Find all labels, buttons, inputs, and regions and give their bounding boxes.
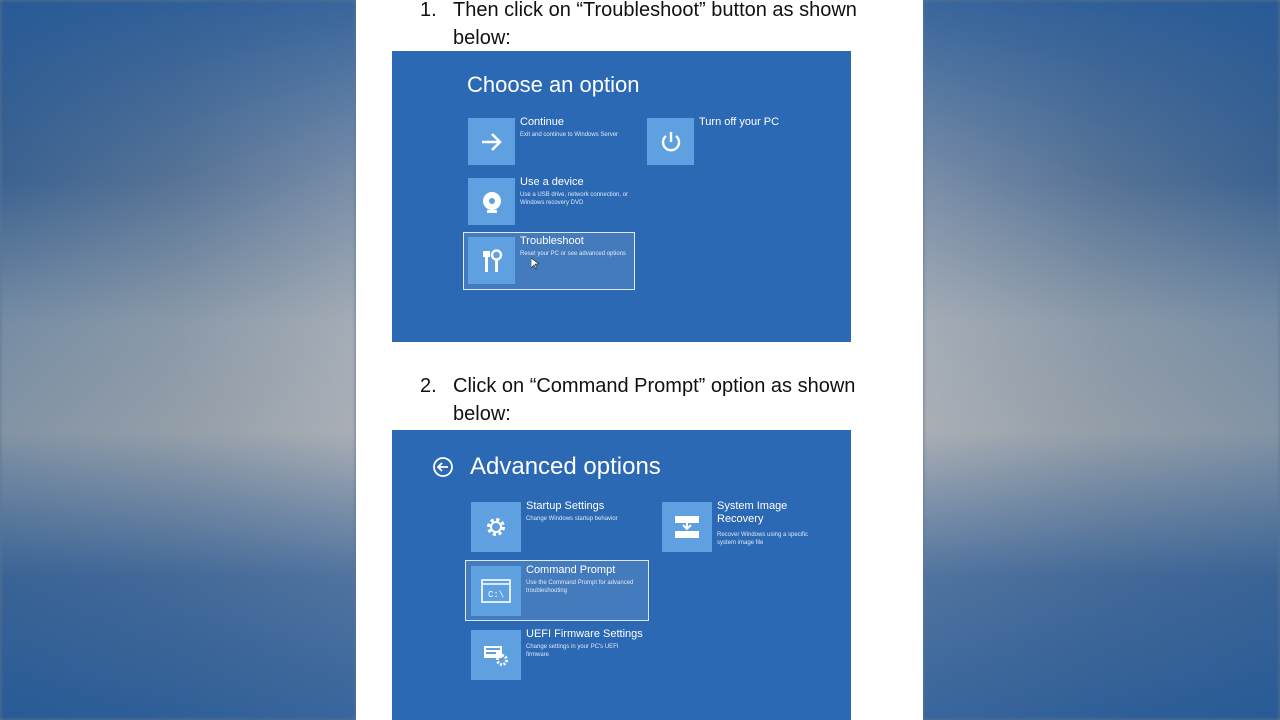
back-arrow-icon[interactable] — [432, 456, 454, 478]
advanced-options-screenshot — [392, 430, 851, 720]
screen-title: Choose an option — [467, 72, 640, 97]
choose-option-screenshot — [392, 51, 851, 342]
option-title: System Image Recovery — [717, 500, 788, 525]
step-2 — [420, 372, 860, 428]
step-number: 2. — [420, 375, 437, 397]
firmware-icon — [471, 630, 521, 680]
tools-icon — [468, 237, 515, 284]
screen-title: Advanced options — [470, 453, 661, 480]
option-title: Continue — [520, 116, 565, 128]
mouse-cursor-icon — [531, 258, 539, 270]
power-icon — [647, 118, 694, 165]
option-description: Exit and continue to Windows Server — [520, 132, 619, 138]
blurred-background-left — [0, 0, 356, 720]
step-text: Click on “Command Prompt” option as shown below: — [453, 375, 856, 425]
option-title: Use a device — [520, 176, 584, 188]
disc-icon — [468, 178, 515, 225]
option-title: Troubleshoot — [520, 235, 584, 247]
step-1 — [420, 0, 860, 52]
option-description: Recover Windows using a specific system image file — [717, 532, 809, 546]
step-number: 1. — [420, 0, 437, 21]
option-title: Turn off your PC — [699, 116, 780, 128]
command-prompt-icon — [471, 566, 521, 616]
option-description: Change settings in your PC's UEFI firmware — [526, 644, 619, 658]
command-prompt-icon-text: C:\ — [488, 590, 505, 600]
blurred-background-right — [923, 0, 1280, 720]
option-title: Command Prompt — [526, 564, 616, 576]
option-title: UEFI Firmware Settings — [526, 628, 643, 640]
document-page — [356, 0, 923, 720]
gear-icon — [471, 502, 521, 552]
option-description: Change Windows startup behavior — [526, 516, 618, 522]
system-image-icon — [662, 502, 712, 552]
option-description: Reset your PC or see advanced options — [520, 251, 627, 257]
option-description: Use the Command Prompt for advanced troubleshooting — [526, 580, 634, 594]
option-title: Startup Settings — [526, 500, 605, 512]
option-description: Use a USB drive, network connection, or Windows recovery DVD — [520, 192, 629, 206]
step-text: Then click on “Troubleshoot” button as shown below: — [453, 0, 857, 49]
arrow-right-icon — [468, 118, 515, 165]
